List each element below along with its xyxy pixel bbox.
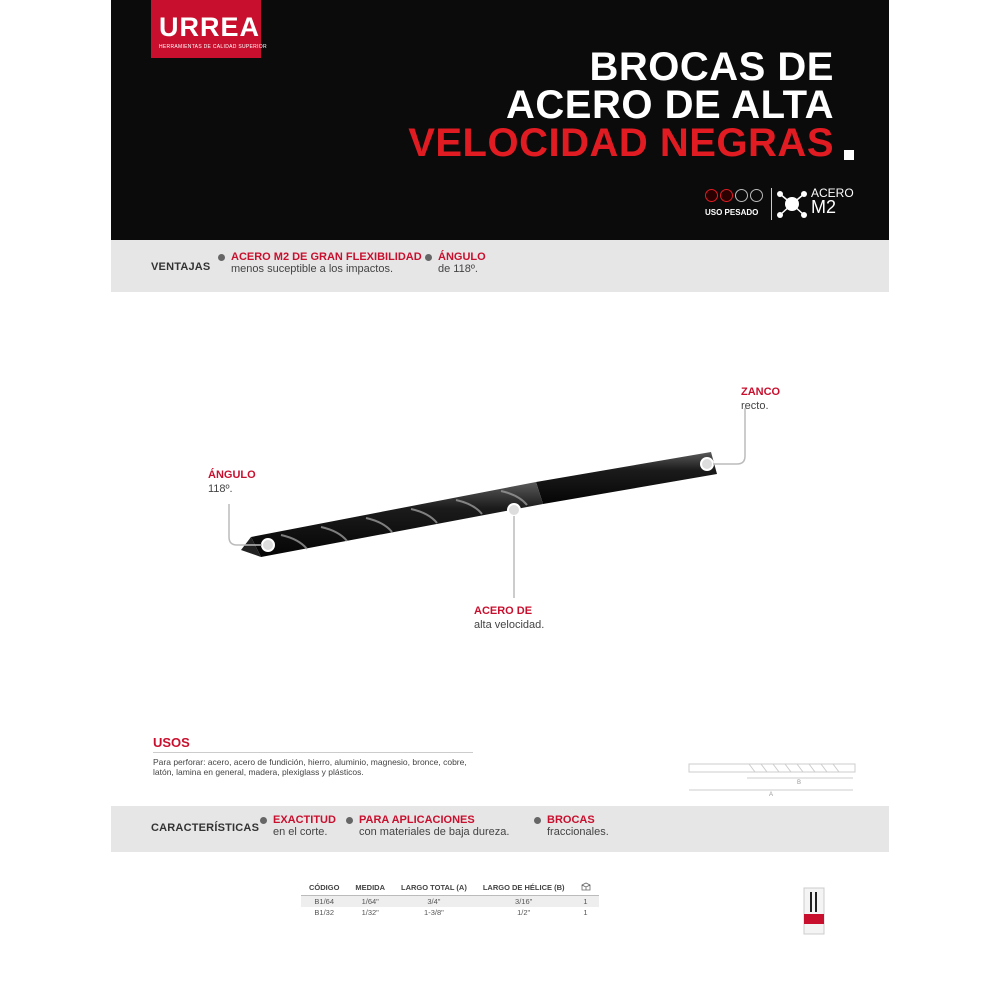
table-row	[301, 896, 599, 908]
caracteristica-text: en el corte.	[273, 826, 328, 838]
usos-text: Para perforar: acero, acero de fundición, hierro, aluminio, magnesio, bronce, cobre, latón, lamina en general, madera, plexiglass y plásticos.	[153, 757, 467, 777]
table-cell: 1/32"	[361, 908, 379, 917]
table-cell: B1/32	[314, 908, 335, 917]
table-cell: 3/4"	[393, 896, 475, 908]
callout-angulo-heading: ÁNGULO	[208, 469, 256, 481]
badge-divider	[771, 188, 772, 220]
table-cell: B1/64	[301, 896, 347, 908]
caracteristica-item	[359, 814, 509, 838]
callout-zanco-heading: ZANCO	[741, 386, 781, 398]
caracteristicas-band	[111, 806, 889, 852]
caracteristica-item	[547, 814, 609, 838]
usos-title: USOS	[153, 735, 190, 750]
dimension-diagram	[687, 758, 857, 798]
caracteristica-heading: BROCAS	[547, 814, 595, 826]
ventaja-text: menos suceptible a los impactos.	[231, 263, 394, 275]
use-level-icon	[750, 189, 763, 202]
brand-logo	[151, 0, 267, 58]
dimension-a-label: A	[769, 792, 774, 798]
steel-grade-top: ACERO	[811, 186, 854, 200]
header	[111, 0, 889, 240]
steel-molecule-icon	[775, 188, 809, 220]
ventajas-label: VENTAJAS	[151, 261, 211, 273]
title-line-3	[408, 121, 834, 165]
bullet-dot-icon	[425, 254, 432, 261]
table-cell: 3/16"	[475, 896, 573, 908]
ventaja-text: de 118º.	[438, 263, 478, 275]
ventajas-band	[111, 240, 889, 292]
table-row	[301, 907, 599, 918]
title-line-3-text: VELOCIDAD NEGRAS	[408, 121, 834, 165]
caracteristica-heading: EXACTITUD	[273, 814, 336, 826]
table-cell: 1-3/8"	[424, 908, 444, 917]
table-cell: 1/2"	[517, 908, 531, 917]
ventaja-item	[231, 251, 422, 275]
page-title	[408, 45, 834, 165]
product-image-area	[111, 292, 889, 732]
column-header: MEDIDA	[347, 880, 393, 896]
product-sheet	[111, 0, 889, 1000]
product-package-image	[801, 886, 827, 936]
ventaja-item	[438, 251, 486, 275]
table-cell: 1/64"	[347, 896, 393, 908]
bullet-dot-icon	[534, 817, 541, 824]
caracteristica-item	[273, 814, 336, 838]
spec-table	[301, 880, 599, 918]
use-level-icons	[705, 189, 763, 202]
column-header-package	[573, 880, 599, 896]
steel-grade-label	[811, 186, 854, 217]
table-cell: 1	[573, 896, 599, 908]
column-header: LARGO TOTAL (A)	[393, 880, 475, 896]
title-line-1: BROCAS DE	[589, 45, 834, 89]
ventaja-heading: ACERO M2 DE GRAN FLEXIBILIDAD	[231, 251, 422, 263]
dimension-b-label: B	[797, 780, 802, 786]
table-header-row	[301, 880, 599, 896]
bullet-dot-icon	[218, 254, 225, 261]
callout-acero-text: alta velocidad.	[474, 619, 545, 631]
title-line-2: ACERO DE ALTA	[506, 83, 834, 127]
brand-name: URREA	[159, 12, 261, 42]
caracteristica-text: con materiales de baja dureza.	[359, 826, 510, 838]
brand-tagline: HERRAMIENTAS DE CALIDAD SUPERIOR	[159, 44, 267, 50]
caracteristicas-label: CARACTERÍSTICAS	[151, 822, 260, 834]
bullet-dot-icon	[260, 817, 267, 824]
use-level-icon	[705, 189, 718, 202]
callout-acero-heading: ACERO DE	[474, 605, 533, 617]
package-icon	[581, 882, 591, 891]
ventaja-heading: ÁNGULO	[438, 251, 486, 263]
steel-grade-bottom: M2	[811, 197, 837, 217]
column-header: LARGO DE HÉLICE (B)	[475, 880, 573, 896]
caracteristica-text: fraccionales.	[547, 826, 609, 838]
callout-zanco-text: recto.	[741, 400, 769, 412]
table-cell: 1	[583, 908, 588, 917]
callout-angulo-text: 118º.	[208, 483, 233, 495]
drill-bit-illustration	[111, 292, 889, 732]
column-header: CÓDIGO	[301, 880, 347, 896]
bullet-dot-icon	[346, 817, 353, 824]
use-level-label: USO PESADO	[705, 208, 759, 217]
title-period-square	[844, 150, 854, 160]
caracteristica-heading: PARA APLICACIONES	[359, 814, 475, 826]
use-level-icon	[720, 189, 733, 202]
usos-divider	[153, 752, 473, 753]
use-level-icon	[735, 189, 748, 202]
